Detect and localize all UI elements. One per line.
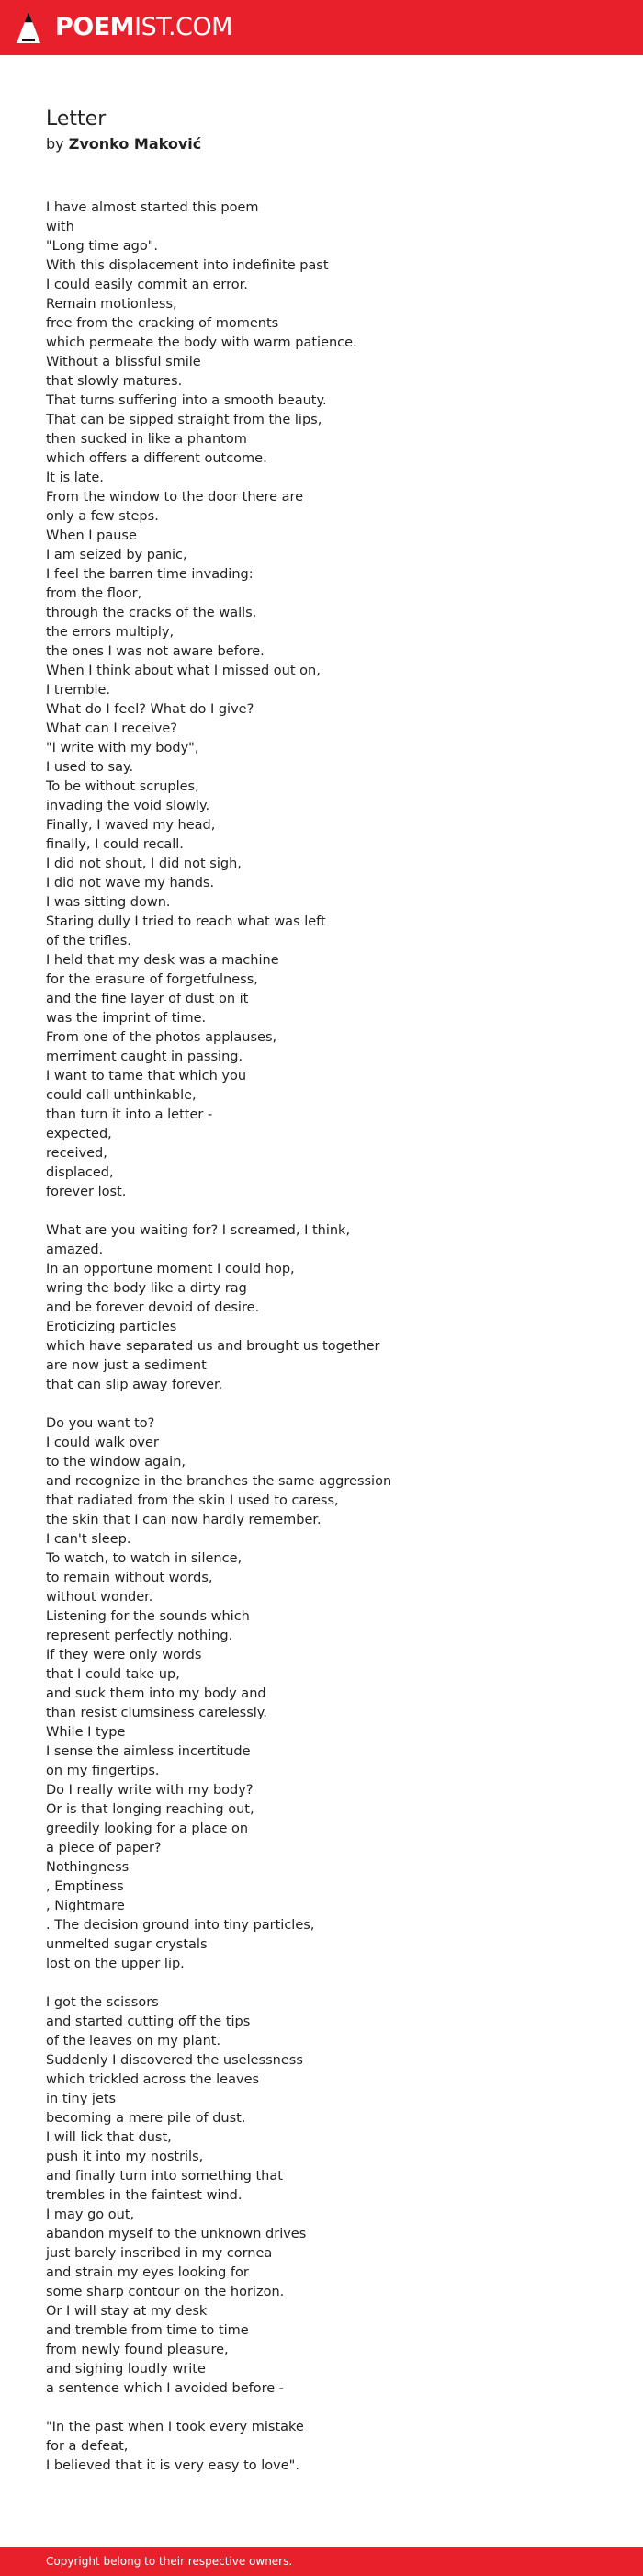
byline [46, 134, 201, 154]
byline-prefix: by [46, 135, 64, 153]
poem-title: Letter [46, 108, 107, 131]
brand-rest: IST.COM [134, 13, 232, 41]
poem-body: I have almost started this poem with "Long time ago". With this displacement into indefinite past I could easily commit an error. Remain motionless, free from the cracking of moments which permeate the body with warm patience. Without a blissful smile that slowly matures. That turns suffering into a smooth beauty. That can be sipped straight from the lips, then sucked in like a phantom which offers a different outcome. It is late. From the window to the door there are only a few steps. When I pause I am seized by panic, I feel the barren time invading: from the floor, through the cracks of the walls, the errors multiply, the ones I was not aware before. When I think about what I missed out on, I tremble. What do I feel? What do I give? What can I receive? "I write with my body", I used to say. To be without scruples, invading the void slowly. Finally, I waved my head, finally, I could recall. I did not shout, I did not sigh, I did not wave my hands. I was sitting down. Staring dully I tried to reach what was left of the trifles. I held that my desk was a machine for the erasure of forgetfulness, and the fine layer of dust on it was the imprint of time. From one of the photos applauses, merriment caught in passing. I want to tame that which you could call unthinkable, than turn it into a letter - expected, received, displaced, forever lost. What are you waiting for? I screamed, I think, amazed. In an opportune moment I could hop, wring the body like a dirty rag and be forever devoid of desire. Eroticizing particles which have separated us and brought us together are now just a sediment that can slip away forever. Do you want to? I could walk over to the window again, and recognize in the branches the same aggression that radiated from the skin I used to caress, the skin that I can now hardly remember. I can't sleep. To watch, to watch in silence, to remain without words, without wonder. Listening for the sounds which represent perfectly nothing. If they were only words that I could take up, and suck them into my body and than resist clumsiness carelessly. While I type I sense the aimless incertitude on my fingertips. Do I really write with my body? Or is that longing reaching out, greedily looking for a place on a piece of paper? Nothingness , Emptiness , Nightmare . The decision ground into tiny particles, unmelted sugar crystals lost on the upper lip. I got the scissors and started cutting off the tips of the leaves on my plant. Suddenly I discovered the uselessness which trickled across the leaves in tiny jets becoming a mere pile of dust. I will lick that dust, push it into my nostrils, and finally turn into something that trembles in the faintest wind. I may go out, abandon myself to the unknown drives just barely inscribed in my cornea and strain my eyes looking for some sharp contour on the horizon. Or I will stay at my desk and tremble from time to time from newly found pleasure, and sighing loudly write a sentence which I avoided before - "In the past when I took every mistake for a defeat, I believed that it is very easy to love". [46, 200, 392, 2473]
brand-bold: POEM [55, 13, 135, 41]
copyright-notice: Copyright belong to their respective owners. [46, 2555, 293, 2568]
site-logo-link[interactable] [55, 12, 232, 43]
site-footer [0, 2547, 643, 2576]
pencil-tip-icon[interactable] [17, 12, 40, 43]
site-header [0, 0, 643, 55]
author-name[interactable]: Zvonko Maković [68, 135, 202, 153]
